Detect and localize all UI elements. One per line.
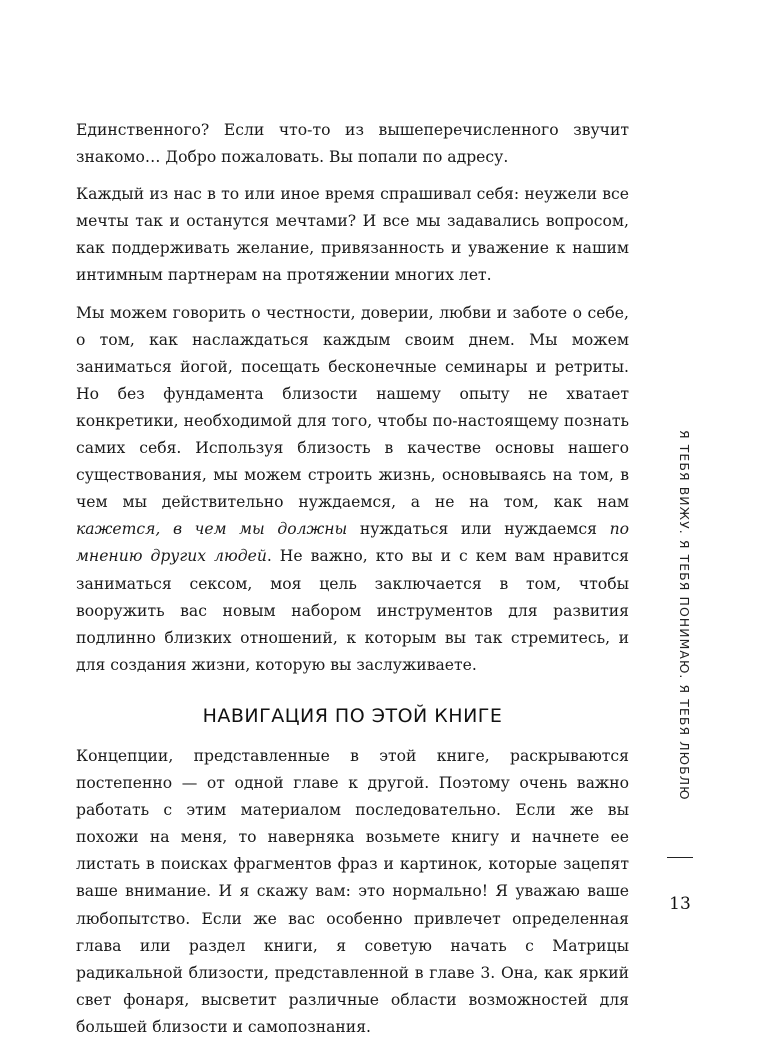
section-paragraph: Концепции, представленные в этой книге, раскрываются постепенно — от одной главе к другой. Поэтому очень важно работать с этим материалом последовательно. Если же вы похожи на меня, то наверняка возьмете книгу и начнете ее листать в поисках фрагментов фраз и картинок, которые зацепят ваше внимание. И я скажу вам: это нормально! Я уважаю ваше любопытство. Если же вас особенно привлечет определенная глава или раздел книги, я советую начать с Матрицы радикальной близости, представленной в главе 3. Она, как яркий свет фонаря, высветит различные области возможностей для большей близости и самопознания. [76, 746, 629, 1036]
paragraph-3-part-1: Мы можем говорить о честности, доверии, любви и заботе о себе, о том, как наслаждаться каждым своим днем. Мы можем заниматься йогой, посещать бесконечные семинары и ретриты. Но без фундамента близости нашему опыту не хватает конкретики, необходимой для того, чтобы по-настоящему познать самих себя. Используя близость в качестве основы нашего существования, мы можем строить жизнь, основываясь на том, в чем мы действительно нуждаемся, а не на том, как нам [76, 303, 629, 512]
paragraph-3-part-3: . Не важно, кто вы и с кем вам нравится заниматься сексом, моя цель заключается в том, чтобы вооружить вас новым набором инструментов для развития подлинно близких отношений, к которым вы так стремитесь, и для создания жизни, которую вы заслуживаете. [76, 547, 630, 674]
body-text [76, 117, 629, 1041]
paragraph-1: Единственного? Если что-то из вышеперечисленного звучит знакомо… Добро пожаловать. Вы попали по адресу. [76, 121, 629, 167]
page-number: 13 [669, 894, 691, 914]
section-heading: НАВИГАЦИЯ ПО ЭТОЙ КНИГЕ [202, 704, 503, 727]
paragraph-3-italic-1: кажется, в чем мы должны [76, 520, 348, 539]
paragraph-2: Каждый из нас в то или иное время спрашивал себя: неужели все мечты так и останутся мечтами? И все мы задавались вопросом, как поддерживать желание, привязанность и уважение к нашим интимным партнерам на протяжении многих лет. [76, 185, 629, 285]
paragraph-3-part-2: нуждаться или нуждаемся [347, 520, 610, 539]
folio-rule [667, 857, 693, 858]
running-header [672, 430, 694, 840]
paragraph-3 [76, 300, 629, 679]
running-header-text: Я ТЕБЯ ВИЖУ. Я ТЕБЯ ПОНИМАЮ. Я ТЕБЯ ЛЮБЛЮ [677, 430, 692, 801]
paragraph-3-italic-2: по мнению других людей [76, 520, 630, 566]
